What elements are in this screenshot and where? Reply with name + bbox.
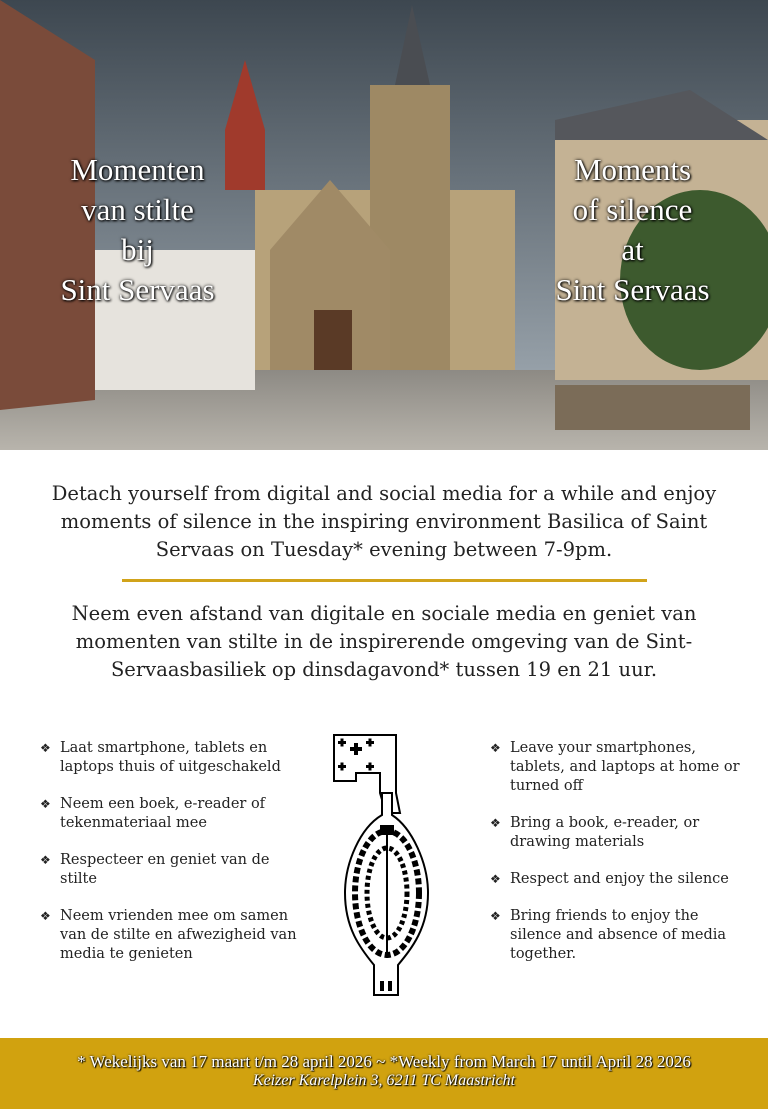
bullet-icon: ❖ bbox=[40, 741, 51, 755]
list-item-text: Neem vrienden mee om samen van de stilte en afwezigheid van media te genieten bbox=[60, 908, 297, 962]
title-line: Sint Servaas bbox=[555, 272, 710, 307]
bullet-icon: ❖ bbox=[490, 872, 501, 886]
title-line: van stilte bbox=[81, 192, 194, 227]
intro-english: Detach yourself from digital and social media for a while and enjoy moments of silence in the inspiring environment Basilica of Saint Servaas on Tuesday* evening between 7-9pm. bbox=[51, 482, 717, 561]
list-item bbox=[490, 739, 740, 796]
list-item bbox=[40, 795, 300, 833]
hero-photo bbox=[0, 0, 768, 450]
title-line: Moments bbox=[573, 152, 692, 187]
list-item-text: Respect and enjoy the silence bbox=[510, 871, 729, 887]
intro-dutch: Neem even afstand van digitale en sociale media en geniet van momenten van stilte in de inspirerende omgeving van de Sint-Servaasbasiliek op dinsdagavond* tussen 19 en 21 uur. bbox=[71, 602, 697, 681]
list-item bbox=[490, 907, 740, 964]
hero-title-dutch bbox=[20, 150, 255, 310]
title-line: Momenten bbox=[70, 152, 205, 187]
list-item-text: Bring a book, e-reader, or drawing materials bbox=[510, 815, 700, 850]
list-item-text: Neem een boek, e-reader of tekenmateriaal mee bbox=[60, 796, 266, 831]
list-item-text: Laat smartphone, tablets en laptops thuis of uitgeschakeld bbox=[60, 740, 281, 775]
list-item bbox=[40, 851, 300, 889]
key-icon bbox=[330, 733, 440, 1001]
bullet-icon: ❖ bbox=[40, 853, 51, 867]
footer-banner bbox=[0, 1038, 768, 1109]
footer-dates: * Wekelijks van 17 maart t/m 28 april 2026 ~ *Weekly from March 17 until April 28 2026 bbox=[77, 1052, 691, 1071]
footer-address: Keizer Karelplein 3, 6211 TC Maastricht bbox=[252, 1072, 516, 1089]
bullet-icon: ❖ bbox=[40, 909, 51, 923]
title-line: Sint Servaas bbox=[60, 272, 215, 307]
title-line: at bbox=[621, 232, 644, 267]
gold-divider bbox=[122, 579, 647, 582]
guidelines-dutch bbox=[40, 739, 300, 982]
list-item bbox=[490, 814, 740, 852]
list-item bbox=[40, 907, 300, 964]
bullet-icon: ❖ bbox=[490, 909, 501, 923]
bullet-icon: ❖ bbox=[40, 797, 51, 811]
bullet-icon: ❖ bbox=[490, 741, 501, 755]
title-line: of silence bbox=[572, 192, 693, 227]
guidelines-english bbox=[490, 739, 740, 982]
hero-title-english bbox=[520, 150, 745, 310]
bullet-icon: ❖ bbox=[490, 816, 501, 830]
title-line: bij bbox=[121, 232, 154, 267]
list-item-text: Bring friends to enjoy the silence and absence of media together. bbox=[510, 908, 727, 962]
list-item bbox=[490, 870, 740, 889]
list-item-text: Leave your smartphones, tablets, and laptops at home or turned off bbox=[510, 740, 740, 794]
list-item-text: Respecteer en geniet van de stilte bbox=[60, 852, 270, 887]
list-item bbox=[40, 739, 300, 777]
